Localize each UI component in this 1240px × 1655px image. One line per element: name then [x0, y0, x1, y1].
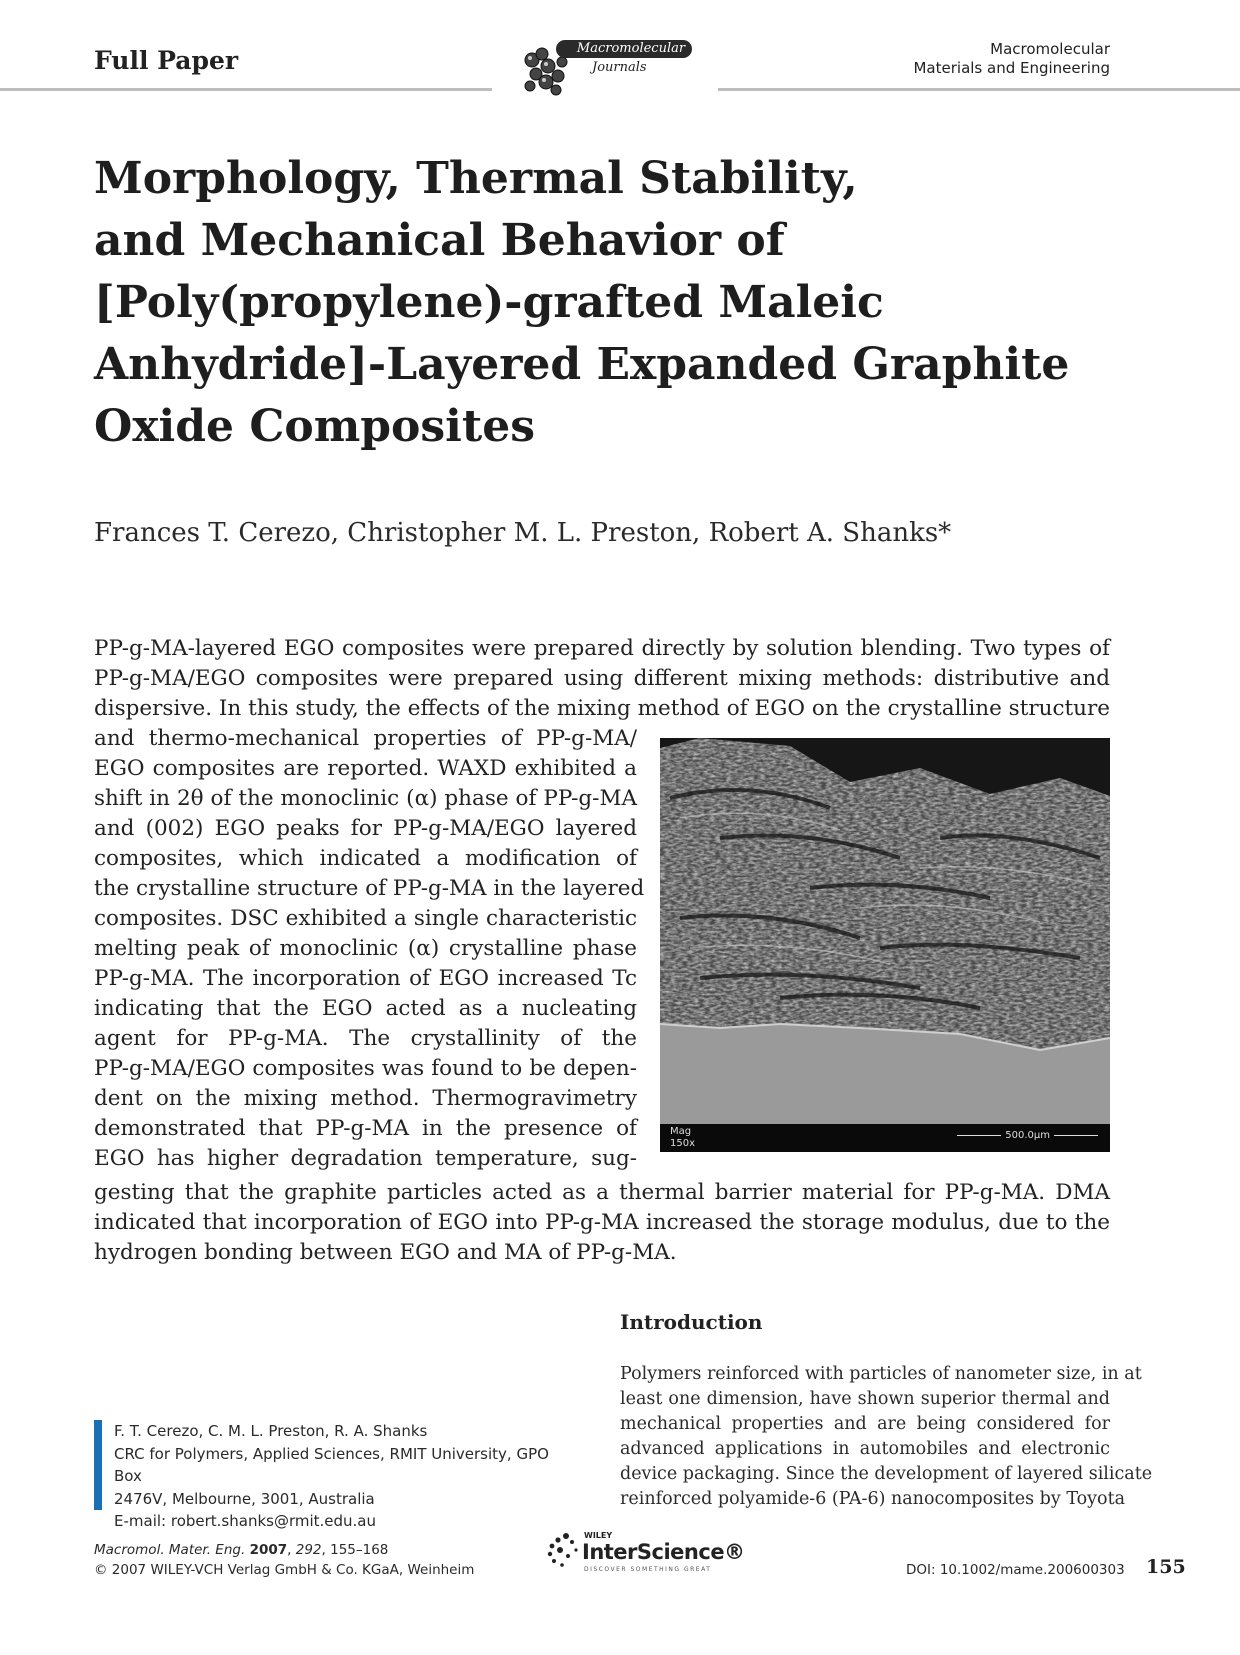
- affiliation-line: 2476V, Melbourne, 3001, Australia: [114, 1489, 375, 1508]
- wiley-interscience-logo: [542, 1528, 745, 1576]
- abstract-line: the crystalline structure of PP-g-MA in the layered: [94, 876, 645, 901]
- intro-line: advanced applications in automobiles and electronic: [620, 1439, 1110, 1459]
- section-label: Full Paper: [94, 46, 239, 75]
- abstract-line: EGO has higher degradation temperature, sug-: [94, 1146, 637, 1171]
- citation-volume: 292: [295, 1542, 322, 1558]
- abstract-top: [94, 634, 1110, 724]
- logo-small-text: WILEY: [584, 1531, 613, 1540]
- abstract-line: PP-g-MA. The incorporation of EGO increased Tc: [94, 966, 637, 991]
- abstract-line: demonstrated that PP-g-MA in the presence of: [94, 1116, 637, 1141]
- author-affiliation: [94, 1420, 574, 1530]
- scale-bar: [957, 1130, 1098, 1141]
- copyright: © 2007 WILEY-VCH Verlag GmbH & Co. KGaA, Weinheim: [94, 1562, 475, 1578]
- logo-tagline: DISCOVER SOMETHING GREAT: [584, 1566, 712, 1573]
- abstract-line: and thermo-mechanical properties of PP-g-MA/: [94, 726, 637, 751]
- abstract-line: composites. DSC exhibited a single characteristic: [94, 906, 637, 931]
- intro-line: least one dimension, have shown superior thermal and: [620, 1389, 1110, 1409]
- intro-line: Polymers reinforced with particles of nanometer size, in at: [620, 1364, 1142, 1384]
- logo-brand-text: InterScience®: [582, 1540, 745, 1564]
- abstract-line: composites, which indicated a modification of: [94, 846, 637, 871]
- introduction-text: [620, 1362, 1153, 1512]
- author-list: Frances T. Cerezo, Christopher M. L. Preston, Robert A. Shanks*: [94, 518, 952, 548]
- page-number: 155: [1146, 1556, 1186, 1578]
- abstract-line: PP-g-MA/EGO composites was found to be depen-: [94, 1056, 637, 1081]
- abstract-line: PP-g-MA/EGO composites were prepared using different mixing methods: distributive and: [94, 666, 1110, 691]
- citation-line: Macromol. Mater. Eng. 2007, 292, 155–168: [94, 1542, 389, 1558]
- journal-abbrev: Macromol. Mater. Eng.: [94, 1542, 246, 1558]
- abstract-line: indicated that incorporation of EGO into PP-g-MA increased the storage modulus, due to the: [94, 1210, 1110, 1235]
- journal-name-line: Materials and Engineering: [913, 59, 1110, 77]
- title-line: [Poly(propylene)-grafted Maleic: [94, 277, 884, 328]
- abstract-line: melting peak of monoclinic (α) crystalline phase: [94, 936, 637, 961]
- abstract-line: and (002) EGO peaks for PP-g-MA/EGO layered: [94, 816, 637, 841]
- sem-micrograph: [660, 738, 1110, 1152]
- abstract-bottom: [94, 1178, 1110, 1268]
- abstract-line: hydrogen bonding between EGO and MA of PP-g-MA.: [94, 1240, 677, 1265]
- magnification-readout: [670, 1126, 695, 1150]
- abstract-wrapped: [94, 724, 645, 1174]
- abstract-line: dent on the mixing method. Thermogravimetry: [94, 1086, 637, 1111]
- scale-bar-line: [1054, 1135, 1098, 1136]
- title-line: Morphology, Thermal Stability,: [94, 153, 858, 204]
- abstract-line: shift in 2θ of the monoclinic (α) phase of PP-g-MA: [94, 786, 637, 811]
- section-heading-introduction: Introduction: [620, 1310, 763, 1334]
- title-line: Anhydride]-Layered Expanded Graphite: [94, 339, 1070, 390]
- journal-name: [790, 40, 1110, 78]
- logo-top-text: Macromolecular: [556, 40, 692, 58]
- abstract-line: EGO composites are reported. WAXD exhibited a: [94, 756, 637, 781]
- title-line: Oxide Composites: [94, 401, 535, 452]
- mag-value: 150x: [670, 1138, 696, 1149]
- doi[interactable]: DOI: 10.1002/mame.200600303: [906, 1562, 1125, 1578]
- scale-bar-label: 500.0μm: [1005, 1130, 1050, 1141]
- affiliation-line: F. T. Cerezo, C. M. L. Preston, R. A. Shanks: [114, 1422, 428, 1440]
- abstract-line: agent for PP-g-MA. The crystallinity of the: [94, 1026, 637, 1051]
- affiliation-email[interactable]: E-mail: robert.shanks@rmit.edu.au: [114, 1512, 377, 1530]
- abstract-line: indicating that the EGO acted as a nucleating: [94, 996, 637, 1021]
- sem-info-bar: [660, 1124, 1110, 1152]
- journal-name-line: Macromolecular: [990, 40, 1110, 58]
- logo-bottom-text: Journals: [592, 60, 647, 75]
- affiliation-line: CRC for Polymers, Applied Sciences, RMIT University, GPO Box: [114, 1444, 549, 1485]
- abstract-line: gesting that the graphite particles acted as a thermal barrier material for PP-g-MA. DMA: [94, 1180, 1110, 1205]
- title-line: and Mechanical Behavior of: [94, 215, 785, 266]
- citation-pages: 155–168: [330, 1542, 389, 1558]
- abstract-line: dispersive. In this study, the effects of the mixing method of EGO on the crystalline structure: [94, 696, 1110, 721]
- macromolecular-journals-logo: [512, 36, 696, 102]
- sem-image: [660, 738, 1110, 1124]
- intro-line: device packaging. Since the development of layered silicate: [620, 1464, 1153, 1484]
- abstract-line: PP-g-MA-layered EGO composites were prepared directly by solution blending. Two types of: [94, 636, 1110, 661]
- journal-citation: [94, 1540, 474, 1580]
- intro-line: mechanical properties and are being considered for: [620, 1414, 1110, 1434]
- mag-label: Mag: [670, 1126, 692, 1137]
- interscience-dots-icon: [542, 1528, 582, 1574]
- citation-year: 2007: [249, 1542, 288, 1558]
- scale-bar-line: [957, 1135, 1001, 1136]
- article-title: [94, 148, 1094, 458]
- intro-line: reinforced polyamide-6 (PA-6) nanocomposites by Toyota: [620, 1489, 1126, 1509]
